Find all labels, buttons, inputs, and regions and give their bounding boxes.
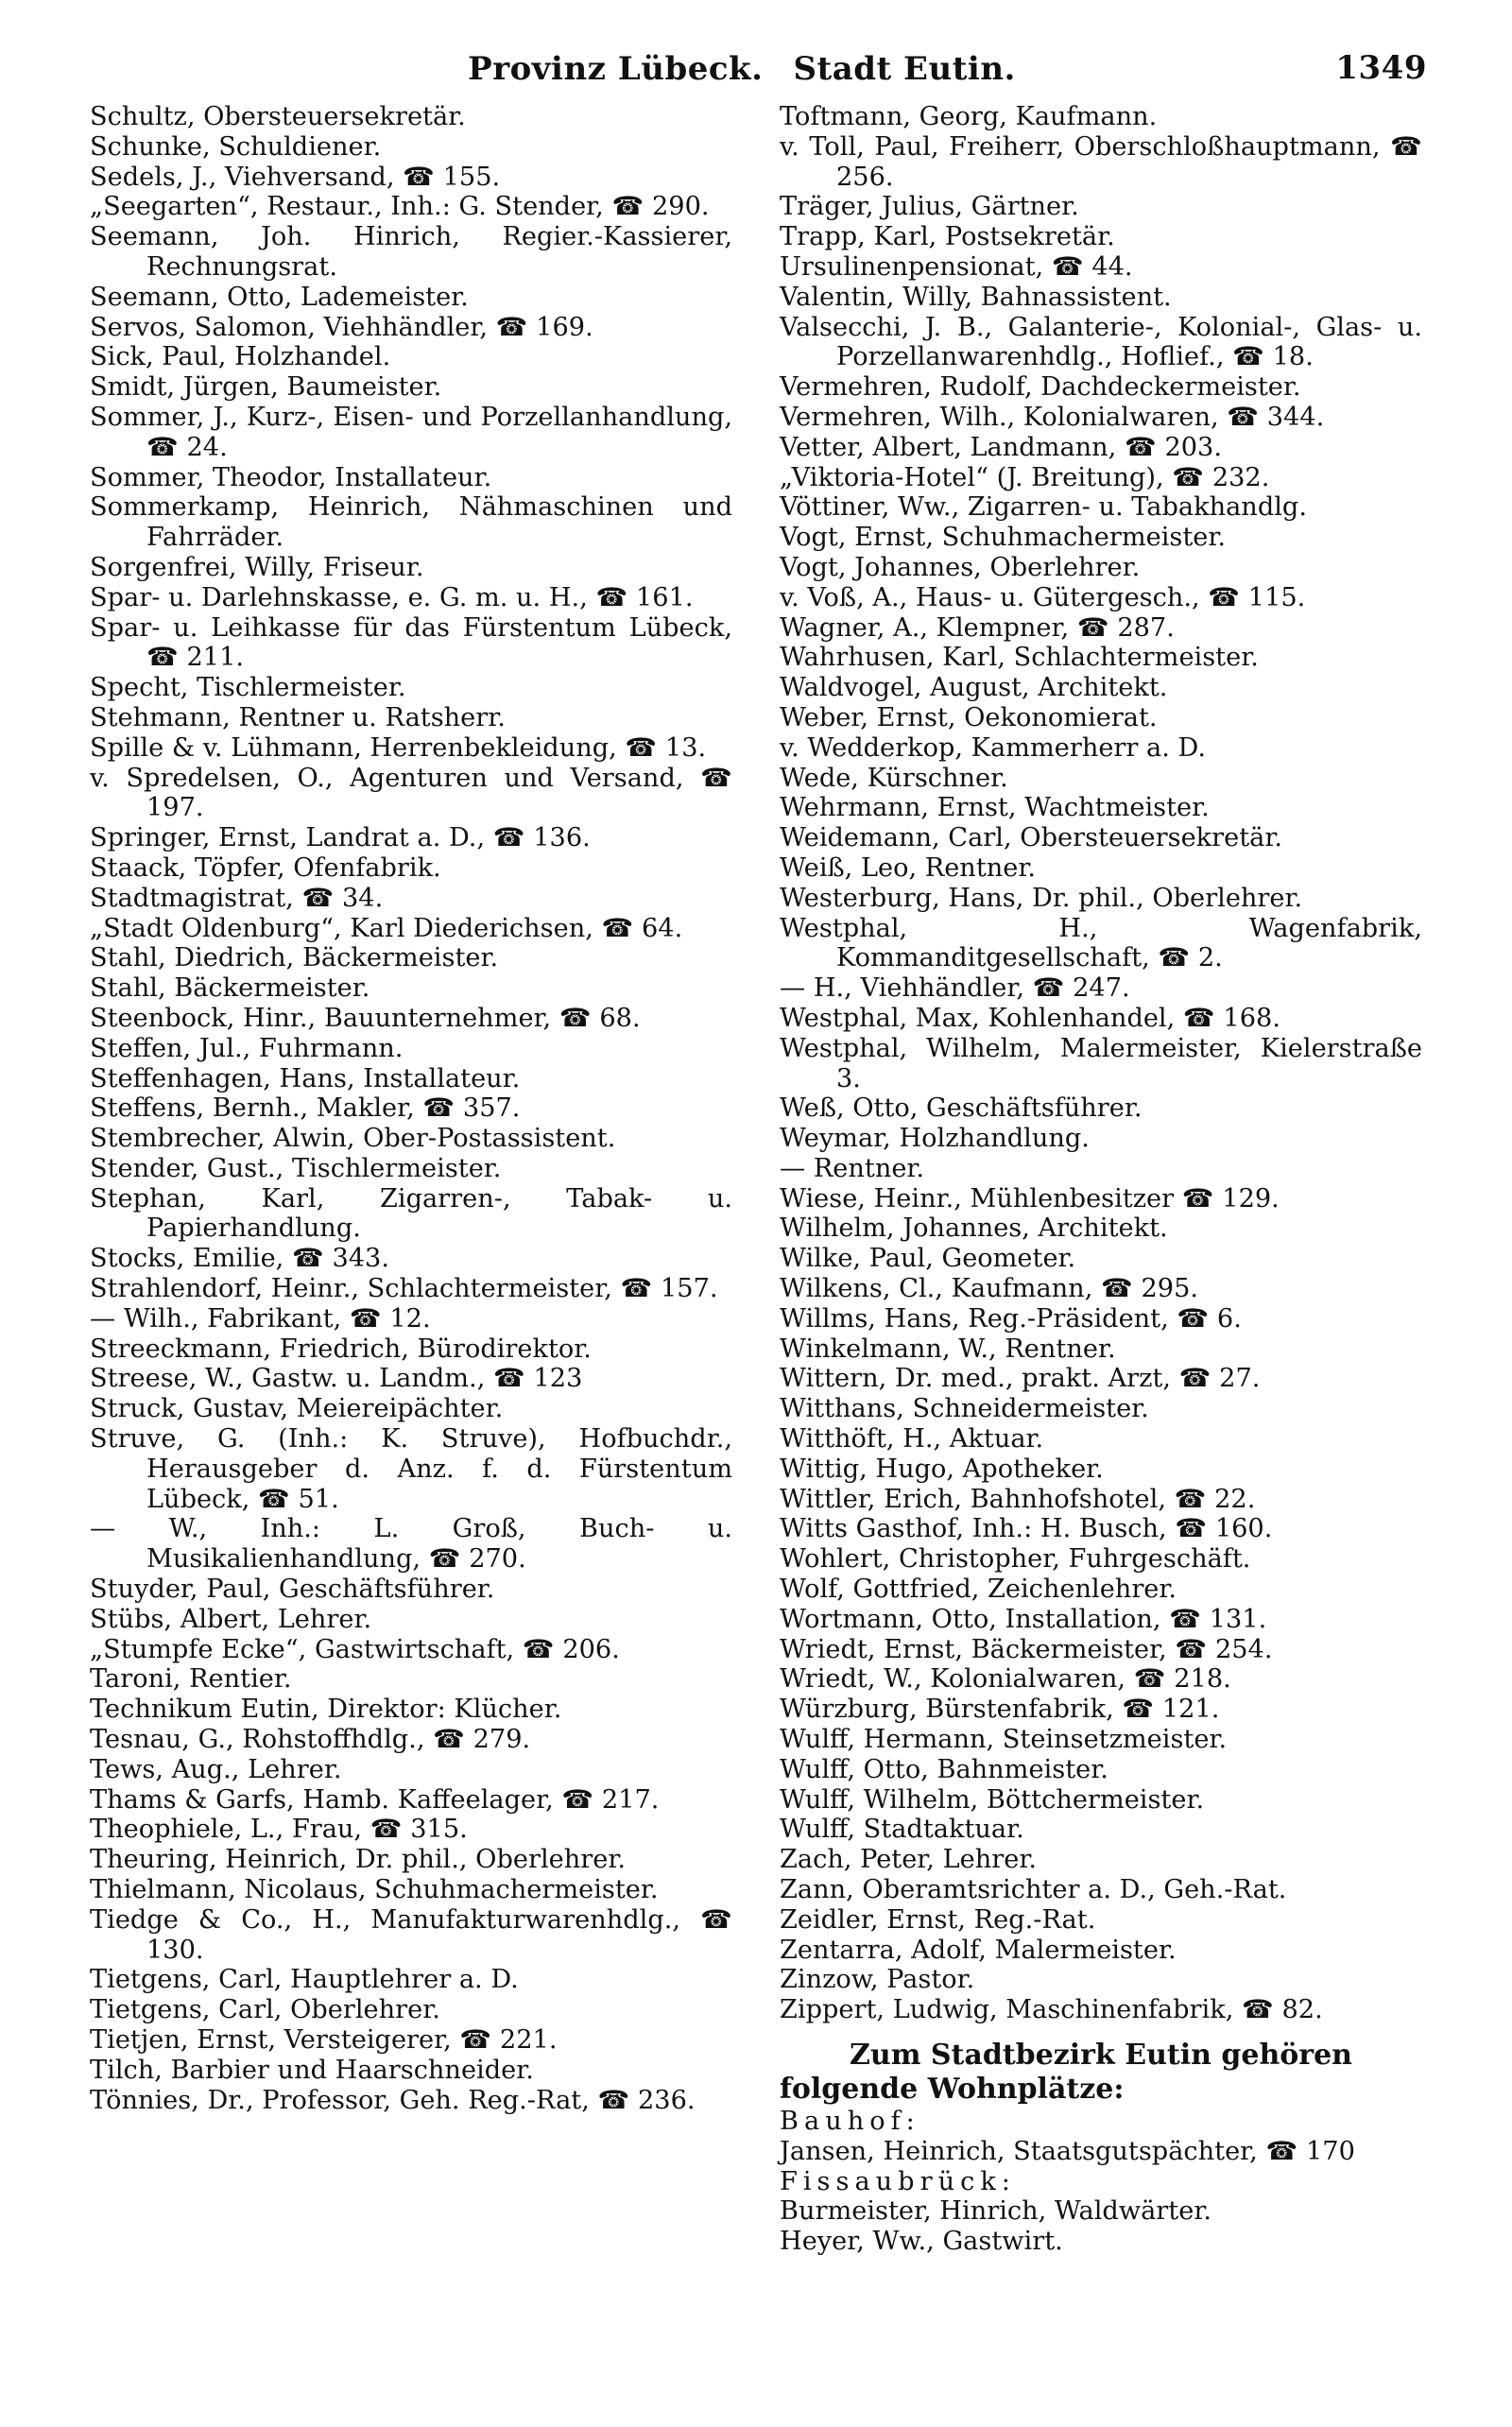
directory-entry: Stahl, Diedrich, Bäckermeister. [90, 943, 499, 973]
directory-entry: Seemann, Joh. Hinrich, Regier.-Kassierer, Rechnungsrat. [90, 222, 732, 282]
directory-entry: v. Toll, Paul, Freiherr, Oberschloßhauptmann, ☎ 256. [780, 131, 1422, 192]
directory-entry: Vermehren, Rudolf, Dachdeckermeister. [780, 372, 1301, 403]
directory-entry: Stocks, Emilie, ☎ 343. [90, 1244, 389, 1274]
directory-entry: Ursulinenpensionat, ☎ 44. [780, 251, 1133, 282]
directory-entry: „Viktoria-Hotel“ (J. Breitung), ☎ 232. [780, 462, 1270, 492]
directory-entry: — Wilh., Fabrikant, ☎ 12. [90, 1303, 431, 1334]
directory-entry: Tönnies, Dr., Professor, Geh. Reg.-Rat, ☎ 236. [90, 2085, 696, 2115]
directory-entry: Witthöft, H., Aktuar. [780, 1424, 1044, 1454]
directory-entry: Westphal, H., Wagenfabrik, Kommanditgesellschaft, ☎ 2. [780, 913, 1422, 973]
directory-entry: Stadtmagistrat, ☎ 34. [90, 883, 384, 913]
directory-entry: „Seegarten“, Restaur., Inh.: G. Stender, ☎ 290. [90, 192, 710, 222]
directory-entry: Streeckmann, Friedrich, Bürodirektor. [90, 1334, 592, 1364]
directory-entry: Tesnau, G., Rohstoffhdlg., ☎ 279. [90, 1725, 531, 1755]
directory-entry: v. Wedderkop, Kammerherr a. D. [780, 732, 1207, 763]
directory-entry: Sommer, Theodor, Installateur. [90, 462, 492, 492]
directory-entry: Staack, Töpfer, Ofenfabrik. [90, 852, 441, 883]
place-entry: Heyer, Ww., Gastwirt. [780, 2227, 1063, 2257]
directory-entry: Streese, W., Gastw. u. Landm., ☎ 123 [90, 1364, 583, 1394]
directory-entry: Wriedt, Ernst, Bäckermeister, ☎ 254. [780, 1634, 1273, 1664]
directory-entry: Vogt, Ernst, Schuhmachermeister. [780, 523, 1227, 553]
directory-entry: Wulff, Wilhelm, Böttchermeister. [780, 1784, 1205, 1815]
directory-entry: Träger, Julius, Gärtner. [780, 192, 1079, 222]
directory-entry: „Stumpfe Ecke“, Gastwirtschaft, ☎ 206. [90, 1634, 620, 1664]
directory-entry: Stembrecher, Alwin, Ober-Postassistent. [90, 1124, 616, 1154]
directory-entry: Zinzow, Pastor. [780, 1965, 975, 1995]
directory-entry: Zeidler, Ernst, Reg.-Rat. [780, 1904, 1096, 1935]
directory-entry: Valsecchi, J. B., Galanterie-, Kolonial-, Glas- u. Porzellanwarenhdlg., Hoflief., ☎ 18. [780, 312, 1422, 372]
right-column [780, 102, 1422, 2257]
page-header [57, 45, 1427, 93]
directory-entry: Schultz, Obersteuersekretär. [90, 102, 466, 131]
directory-entry: Wriedt, W., Kolonialwaren, ☎ 218. [780, 1664, 1231, 1695]
directory-entry: Sick, Paul, Holzhandel. [90, 342, 391, 372]
directory-entry: Sorgenfrei, Willy, Friseur. [90, 552, 424, 582]
directory-entry: Stender, Gust., Tischlermeister. [90, 1153, 502, 1183]
directory-entry: Stübs, Albert, Lehrer. [90, 1604, 372, 1634]
directory-entry: Steffen, Jul., Fuhrmann. [90, 1033, 404, 1063]
header-province: Provinz Lübeck. [468, 50, 764, 88]
directory-entry: Westphal, Max, Kohlenhandel, ☎ 168. [780, 1003, 1280, 1033]
directory-entry: Tietgens, Carl, Hauptlehrer a. D. [90, 1965, 519, 1995]
directory-entry: Waldvogel, August, Architekt. [780, 673, 1168, 703]
place-entry: Jansen, Heinrich, Staatsgutspächter, ☎ 170 [780, 2136, 1355, 2166]
directory-entry: Toftmann, Georg, Kaufmann. [780, 102, 1158, 131]
directory-entry: Tietgens, Carl, Oberlehrer. [90, 1995, 440, 2025]
directory-entry: Wede, Kürschner. [780, 763, 1008, 793]
directory-entry: Weymar, Holzhandlung. [780, 1124, 1090, 1154]
directory-entry: Stuyder, Paul, Geschäftsführer. [90, 1575, 495, 1605]
directory-entry: Wilkens, Cl., Kaufmann, ☎ 295. [780, 1274, 1199, 1304]
directory-entry: Specht, Tischlermeister. [90, 673, 406, 703]
directory-entry: Valentin, Willy, Bahnassistent. [780, 282, 1172, 312]
directory-entry: Weß, Otto, Geschäftsführer. [780, 1093, 1143, 1124]
directory-entry: Wahrhusen, Karl, Schlachtermeister. [780, 643, 1259, 673]
directory-entry: Zach, Peter, Lehrer. [780, 1845, 1037, 1875]
directory-entry: Tietjen, Ernst, Versteigerer, ☎ 221. [90, 2025, 558, 2055]
place-entry: Burmeister, Hinrich, Waldwärter. [780, 2196, 1211, 2227]
directory-entry: Thielmann, Nicolaus, Schuhmachermeister. [90, 1875, 659, 1905]
directory-entry: Wulff, Stadtaktuar. [780, 1815, 1024, 1845]
directory-entry: Strahlendorf, Heinr., Schlachtermeister, ☎ 157. [90, 1274, 718, 1304]
directory-entry: Theuring, Heinrich, Dr. phil., Oberlehrer. [90, 1845, 626, 1875]
directory-entry: Witthans, Schneidermeister. [780, 1394, 1149, 1424]
page-number: 1349 [1335, 49, 1427, 87]
directory-entry: Wulff, Otto, Bahnmeister. [780, 1754, 1108, 1784]
directory-entry: Smidt, Jürgen, Baumeister. [90, 372, 442, 403]
directory-entry: Trapp, Karl, Postsekretär. [780, 222, 1115, 252]
directory-entry: Stehmann, Rentner u. Ratsherr. [90, 702, 506, 732]
directory-entry: — W., Inh.: L. Groß, Buch- u. Musikalienhandlung, ☎ 270. [90, 1514, 732, 1575]
directory-entry: v. Voß, A., Haus- u. Gütergesch., ☎ 115. [780, 582, 1306, 612]
directory-entry: Zentarra, Adolf, Malermeister. [780, 1935, 1177, 1965]
directory-entry: Wortmann, Otto, Installation, ☎ 131. [780, 1604, 1267, 1634]
directory-entry: Wittig, Hugo, Apotheker. [780, 1454, 1104, 1484]
directory-entry: Sommer, J., Kurz-, Eisen- und Porzellanhandlung, ☎ 24. [90, 402, 732, 462]
directory-entry: Zippert, Ludwig, Maschinenfabrik, ☎ 82. [780, 1995, 1323, 2025]
directory-entry: Willms, Hans, Reg.-Präsident, ☎ 6. [780, 1303, 1242, 1334]
place-name-fissaubrueck: Fissaubrück: [780, 2166, 1016, 2196]
directory-entry: Weber, Ernst, Oekonomierat. [780, 702, 1158, 732]
directory-entry: Steffenhagen, Hans, Installateur. [90, 1063, 521, 1093]
directory-entry: Vogt, Johannes, Oberlehrer. [780, 552, 1141, 582]
directory-entry: Stephan, Karl, Zigarren-, Tabak- u. Papierhandlung. [90, 1183, 732, 1244]
directory-entry: Tilch, Barbier und Haarschneider. [90, 2055, 534, 2085]
directory-entry: Weidemann, Carl, Obersteuersekretär. [780, 823, 1283, 853]
directory-entry: Servos, Salomon, Viehhändler, ☎ 169. [90, 312, 593, 342]
directory-entry: Winkelmann, W., Rentner. [780, 1334, 1116, 1364]
directory-entry: v. Spredelsen, O., Agenturen und Versand, ☎ 197. [90, 763, 732, 823]
directory-entry: Thams & Garfs, Hamb. Kaffeelager, ☎ 217. [90, 1784, 660, 1815]
section-heading: Zum Stadtbezirk Eutin gehören folgende Wohnplätze: [780, 2039, 1352, 2106]
directory-entry: „Stadt Oldenburg“, Karl Diederichsen, ☎ 64. [90, 913, 683, 943]
directory-entry: Wagner, A., Klempner, ☎ 287. [780, 612, 1175, 643]
directory-entry: Wehrmann, Ernst, Wachtmeister. [780, 793, 1210, 823]
directory-entry: Vöttiner, Ww., Zigarren- u. Tabakhandlg. [780, 492, 1307, 523]
directory-entry: Wolf, Gottfried, Zeichenlehrer. [780, 1575, 1177, 1605]
directory-entry: Tiedge & Co., H., Manufakturwarenhdlg., ☎ 130. [90, 1904, 732, 1965]
directory-entry: Seemann, Otto, Lademeister. [90, 282, 469, 312]
directory-entry: Vermehren, Wilh., Kolonialwaren, ☎ 344. [780, 402, 1325, 432]
directory-entry: Würzburg, Bürstenfabrik, ☎ 121. [780, 1695, 1220, 1725]
left-column [90, 102, 732, 2115]
directory-entry: Westerburg, Hans, Dr. phil., Oberlehrer. [780, 883, 1303, 913]
directory-entry: Weiß, Leo, Rentner. [780, 852, 1036, 883]
directory-entry: Wittern, Dr. med., prakt. Arzt, ☎ 27. [780, 1364, 1261, 1394]
directory-entry: Struve, G. (Inh.: K. Struve), Hofbuchdr., Herausgeber d. Anz. f. d. Fürstentum Lübeck, ☎ 51. [90, 1424, 732, 1514]
directory-entry: Stahl, Bäckermeister. [90, 973, 370, 1004]
directory-entry: Vetter, Albert, Landmann, ☎ 203. [780, 432, 1222, 462]
directory-entry: Struck, Gustav, Meiereipächter. [90, 1394, 504, 1424]
directory-entry: Spille & v. Lühmann, Herrenbekleidung, ☎ 13. [90, 732, 707, 763]
directory-entry: Wiese, Heinr., Mühlenbesitzer ☎ 129. [780, 1183, 1280, 1214]
directory-entry: Westphal, Wilhelm, Malermeister, Kielerstraße 3. [780, 1033, 1422, 1093]
place-name-bauhof: Bauhof: [780, 2107, 920, 2136]
directory-entry: Wohlert, Christopher, Fuhrgeschäft. [780, 1544, 1251, 1575]
directory-entry: Sedels, J., Viehversand, ☎ 155. [90, 162, 501, 192]
directory-entry: Zann, Oberamtsrichter a. D., Geh.-Rat. [780, 1875, 1287, 1905]
directory-entry: Steffens, Bernh., Makler, ☎ 357. [90, 1093, 521, 1124]
directory-entry: Spar- u. Leihkasse für das Fürstentum Lübeck, ☎ 211. [90, 612, 732, 673]
directory-entry: Theophiele, L., Frau, ☎ 315. [90, 1815, 468, 1845]
directory-entry: Sommerkamp, Heinrich, Nähmaschinen und Fahrräder. [90, 492, 732, 553]
directory-entry: Technikum Eutin, Direktor: Klücher. [90, 1695, 562, 1725]
directory-entry: Springer, Ernst, Landrat a. D., ☎ 136. [90, 823, 591, 853]
directory-entry: Wulff, Hermann, Steinsetzmeister. [780, 1725, 1228, 1755]
header-city: Stadt Eutin. [793, 50, 1016, 88]
directory-entry: Spar- u. Darlehnskasse, e. G. m. u. H., ☎ 161. [90, 582, 694, 612]
directory-entry: Steenbock, Hinr., Bauunternehmer, ☎ 68. [90, 1003, 641, 1033]
directory-entry: Wilhelm, Johannes, Architekt. [780, 1214, 1168, 1244]
directory-entry: Wilke, Paul, Geometer. [780, 1244, 1076, 1274]
directory-entry: — Rentner. [780, 1153, 925, 1183]
directory-entry: Wittler, Erich, Bahnhofshotel, ☎ 22. [780, 1484, 1256, 1514]
directory-entry: Tews, Aug., Lehrer. [90, 1754, 342, 1784]
directory-entry: Taroni, Rentier. [90, 1664, 292, 1695]
right-column-entries [780, 102, 1422, 2025]
directory-entry: Schunke, Schuldiener. [90, 131, 382, 162]
directory-entry: — H., Viehhändler, ☎ 247. [780, 973, 1130, 1004]
directory-entry: Witts Gasthof, Inh.: H. Busch, ☎ 160. [780, 1514, 1273, 1544]
